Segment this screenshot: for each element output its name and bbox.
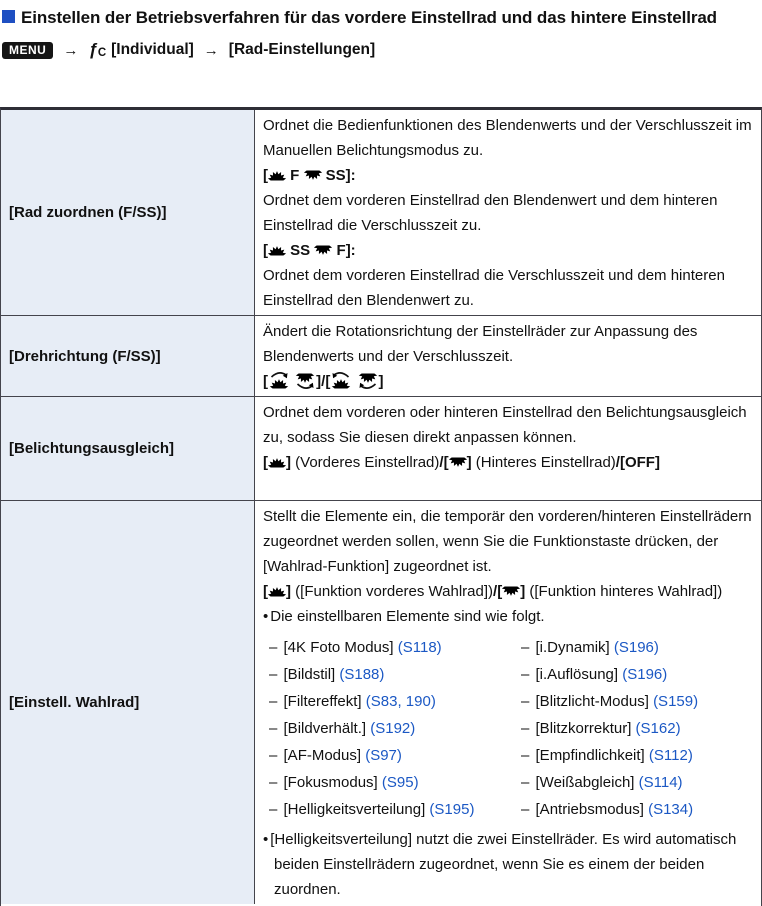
dash-icon: – [269, 720, 282, 737]
text-segment: ] [520, 583, 526, 600]
front-dial-icon [268, 167, 286, 184]
paragraph [263, 369, 755, 394]
dial-function-options [269, 634, 755, 823]
paragraph [263, 504, 755, 579]
text-segment: ] [466, 454, 472, 471]
row-description [255, 316, 761, 396]
dash-icon: – [269, 666, 282, 683]
option-name: [Bildverhält.] [283, 720, 371, 737]
menu-badge: MENU [2, 42, 53, 59]
rear-dial-icon [314, 242, 332, 259]
text-segment: F]: [332, 242, 356, 259]
front-dial-ccw-icon [330, 373, 352, 390]
front-dial-cw-icon [268, 373, 290, 390]
menu-item-individual: [Individual] [111, 41, 194, 58]
arrow-icon: → [203, 41, 219, 59]
dash-icon: – [521, 801, 534, 818]
option-name: [i.Dynamik] [535, 639, 614, 656]
list-item [269, 742, 521, 769]
front-dial-icon [268, 242, 286, 259]
section-bullet-icon [2, 10, 15, 23]
text-segment: Ordnet dem vorderen Einstellrad die Verschlusszeit und dem hinteren Einstellrad den Blendenwert zu. [263, 267, 725, 309]
page-link[interactable]: (S118) [397, 639, 442, 656]
text-segment: [ [263, 583, 268, 600]
row-description [255, 397, 761, 500]
text-segment: ] [286, 583, 291, 600]
text-segment: ] [378, 373, 384, 390]
text-segment: Stellt die Elemente ein, die temporär den vorderen/hinteren Einstellrädern zugeordnet werden sollen, wenn Sie die Funktionstaste drücken, der [Wahlrad-Funktion] zugeordnet ist. [263, 508, 752, 575]
rear-dial-icon [502, 583, 520, 600]
dash-icon: – [269, 639, 282, 656]
option-name: [i.Auflösung] [535, 666, 623, 683]
bullet-note [263, 604, 755, 629]
row-label: [Rad zuordnen (F/SS)] [1, 110, 255, 315]
page-link[interactable]: (S97) [365, 747, 402, 764]
text-segment: [ [263, 167, 268, 184]
row-label: [Drehrichtung (F/SS)] [1, 316, 255, 396]
paragraph [263, 238, 755, 263]
paragraph [263, 400, 755, 450]
text-segment: [ [263, 454, 268, 471]
page-link[interactable]: (S83, 190) [365, 693, 436, 710]
option-column [269, 634, 521, 823]
list-item [521, 742, 755, 769]
text-segment: ] [286, 454, 291, 471]
dash-icon: – [269, 801, 282, 818]
dash-icon: – [521, 639, 534, 656]
rear-dial-icon [304, 167, 322, 184]
paragraph [263, 113, 755, 163]
text-segment: [ [497, 583, 503, 600]
text-segment: ]/[ [316, 373, 331, 390]
paragraph [263, 319, 755, 369]
table-row [1, 316, 761, 397]
list-item [521, 661, 755, 688]
list-item [269, 634, 521, 661]
list-item [521, 769, 755, 796]
paragraph [263, 188, 755, 238]
table-row [1, 110, 761, 316]
paragraph [263, 163, 755, 188]
row-label: [Einstell. Wahlrad] [1, 501, 255, 904]
row-description [255, 110, 761, 315]
dash-icon: – [269, 747, 282, 764]
page-link[interactable]: (S188) [339, 666, 385, 683]
rear-dial-icon [449, 454, 467, 471]
bullet-icon: • [263, 608, 269, 625]
option-name: [Bildstil] [283, 666, 340, 683]
list-item [521, 688, 755, 715]
table-row [1, 397, 761, 501]
menu-item-rad-einstellungen: [Rad-Einstellungen] [228, 41, 376, 58]
dash-icon: – [269, 774, 282, 791]
arrow-icon: → [63, 41, 79, 59]
text-segment: [ [263, 242, 268, 259]
text-segment: SS]: [321, 167, 356, 184]
text-segment: (Hinteres Einstellrad) [471, 454, 616, 471]
dash-icon: – [269, 693, 282, 710]
menu-path [2, 39, 762, 61]
text-segment: [Helligkeitsverteilung] nutzt die zwei Einstellräder. Es wird automatisch beiden Einstellrädern zugeordnet, wenn Sie es einem der beiden zuordnen. [270, 831, 737, 898]
text-segment: Ordnet dem vorderen oder hinteren Einstellrad den Belichtungsausgleich zu, sodass Sie diesen direkt anpassen können. [263, 404, 747, 446]
list-item [521, 796, 755, 823]
bullet-icon: • [263, 831, 269, 848]
text-segment: ([Funktion vorderes Wahlrad]) [291, 583, 494, 600]
text-segment: [ [263, 373, 268, 390]
page-link[interactable]: (S112) [648, 747, 693, 764]
text-segment: /[ [439, 454, 449, 471]
page-link[interactable]: (S196) [613, 639, 659, 656]
text-segment: Ordnet die Bedienfunktionen des Blendenwerts und der Verschlusszeit im Manuellen Belichtungsmodus zu. [263, 117, 752, 159]
text-segment: Ordnet dem vorderen Einstellrad den Blendenwert und dem hinteren Einstellrad die Verschlusszeit zu. [263, 192, 718, 234]
dash-icon: – [521, 693, 534, 710]
rear-dial-ccw-icon [357, 373, 379, 390]
dash-icon: – [521, 666, 534, 683]
row-label: [Belichtungsausgleich] [1, 397, 255, 500]
option-name: [Blitzlicht-Modus] [535, 693, 654, 710]
page-link[interactable]: (S162) [635, 720, 681, 737]
dash-icon: – [521, 747, 534, 764]
text-segment: F [286, 167, 304, 184]
list-item [521, 715, 755, 742]
section-heading [0, 0, 762, 28]
page-link[interactable]: (S196) [622, 666, 668, 683]
custom-menu-icon: ƒC [88, 40, 107, 59]
paragraph [263, 450, 755, 475]
page-link[interactable]: (S95) [381, 774, 419, 791]
front-dial-icon [268, 454, 286, 471]
settings-table [0, 107, 762, 906]
front-dial-icon [268, 583, 286, 600]
table-row [1, 501, 761, 904]
bullet-note [263, 827, 755, 902]
page-link[interactable]: (S192) [370, 720, 416, 737]
section-title: Einstellen der Betriebsverfahren für das vordere Einstellrad und das hintere Einstellrad [21, 8, 717, 27]
list-item [269, 715, 521, 742]
paragraph [263, 579, 755, 604]
paragraph [263, 263, 755, 313]
page-link[interactable]: (S134) [648, 801, 694, 818]
list-item [269, 769, 521, 796]
dash-icon: – [521, 774, 534, 791]
option-name: [Weißabgleich] [535, 774, 639, 791]
option-name: [Fokusmodus] [283, 774, 382, 791]
list-item [521, 634, 755, 661]
option-name: [Helligkeitsverteilung] [283, 801, 430, 818]
page-link[interactable]: (S159) [653, 693, 699, 710]
text-segment: SS [286, 242, 315, 259]
page-link[interactable]: (S195) [429, 801, 475, 818]
option-name: [4K Foto Modus] [283, 639, 398, 656]
option-name: [Blitzkorrektur] [535, 720, 636, 737]
option-name: [Filtereffekt] [283, 693, 366, 710]
page-link[interactable]: (S114) [638, 774, 683, 791]
option-name: [AF-Modus] [283, 747, 366, 764]
option-name: [Empfindlichkeit] [535, 747, 649, 764]
text-segment: Ändert die Rotationsrichtung der Einstellräder zur Anpassung des Blendenwerts und der Verschlusszeit. [263, 323, 698, 365]
list-item [269, 688, 521, 715]
text-segment: ([Funktion hinteres Wahlrad]) [525, 583, 723, 600]
text-segment: (Vorderes Einstellrad) [291, 454, 440, 471]
text-segment: Die einstellbaren Elemente sind wie folgt. [270, 608, 545, 625]
option-column [521, 634, 755, 823]
list-item [269, 796, 521, 823]
row-description [255, 501, 761, 904]
dash-icon: – [521, 720, 534, 737]
text-segment: /[OFF] [615, 454, 660, 471]
text-segment: / [493, 583, 498, 600]
list-item [269, 661, 521, 688]
rear-dial-cw-icon [294, 373, 316, 390]
option-name: [Antriebsmodus] [535, 801, 649, 818]
